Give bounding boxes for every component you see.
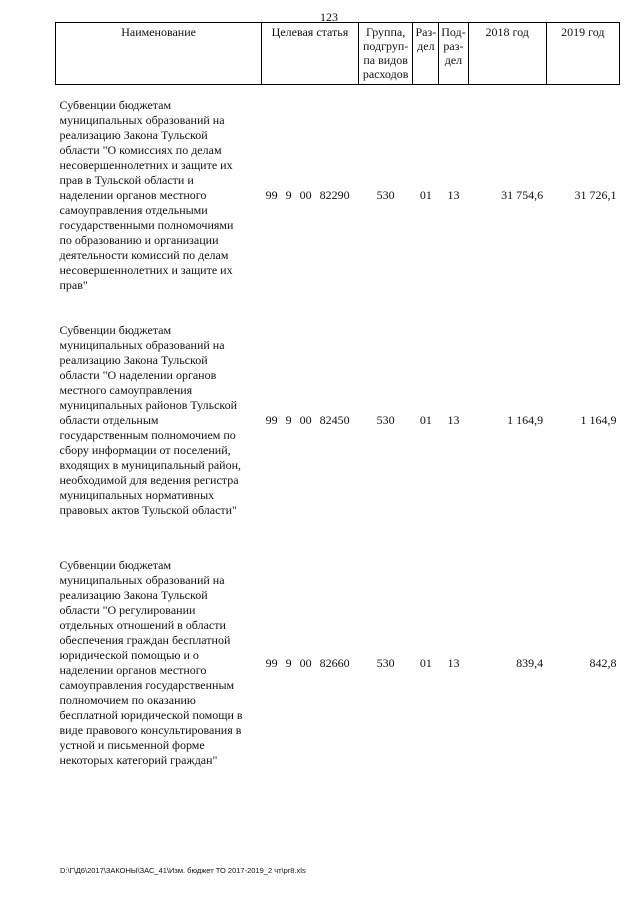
row-expense-group: 530 (376, 413, 395, 427)
table-row (56, 558, 620, 768)
table-row (56, 98, 620, 293)
header-target-article: Целевая статья (262, 23, 359, 85)
header-year-2019: 2019 год (546, 23, 619, 85)
row-amount-2018: 839,4 (516, 655, 544, 670)
row-razdel: 01 (419, 413, 432, 427)
row-razdel: 01 (419, 188, 432, 202)
row-podrazdel: 13 (447, 413, 460, 427)
header-expense-group: Группа, подгруп- па видов расходов (358, 23, 413, 85)
row-podrazdel: 13 (447, 655, 460, 670)
row-amount-2019: 842,8 (589, 655, 617, 670)
header-name: Наименование (56, 23, 262, 85)
row-amount-2019: 1 164,9 (580, 413, 617, 427)
header-year-2018: 2018 год (468, 23, 546, 85)
budget-table (55, 22, 620, 768)
page-number: 123 (320, 10, 338, 24)
table-row (56, 323, 620, 518)
row-amount-2018: 31 754,6 (501, 188, 544, 202)
header-podrazdel: Под- раз- дел (439, 23, 468, 85)
row-target-article: 99 9 00 82660 (265, 655, 350, 670)
row-expense-group: 530 (376, 188, 395, 202)
row-target-article: 99 9 00 82290 (265, 188, 350, 202)
row-expense-group: 530 (376, 655, 395, 670)
row-podrazdel: 13 (447, 188, 460, 202)
row-razdel: 01 (419, 655, 432, 670)
row-name: Субвенции бюджетам муниципальных образований на реализацию Закона Тульской области "О комиссиях по делам несовершеннолетних и защите их прав в Тульской области и наделении органов местного самоуправления отдельными государственными полномочиями по образованию и организации деятельности комиссий по делам несовершеннолетних и защите их прав" (59, 98, 234, 292)
header-razdel: Раз- дел (413, 23, 439, 85)
row-amount-2019: 31 726,1 (574, 188, 617, 202)
table-header-row (56, 23, 620, 85)
row-amount-2018: 1 164,9 (507, 413, 544, 427)
file-path-footer: D:\Г\Д6\2017\ЗАКОНЫ\ЗАС_41\Изм. бюджет ТО 2017-2019_2 чт\pr8.xls (60, 866, 306, 875)
row-name: Субвенции бюджетам муниципальных образований на реализацию Закона Тульской области "О наделении органов местного самоуправления муниципальных районов Тульской области отдельным государственным полномочием по сбору информации от поселений, входящих в муниципальный район, необходимой для ведения регистра муниципальных нормативных правовых актов Тульской области" (59, 323, 241, 517)
row-name: Субвенции бюджетам муниципальных образований на реализацию Закона Тульской области "О регулировании отдельных отношений в области обеспечения граждан бесплатной юридической помощью и о наделении органов местного самоуправления государственным полномочием по оказанию бесплатной юридической помощи в виде правового консультирования в устной и письменной форме некоторых категорий граждан" (59, 558, 243, 767)
row-target-article: 99 9 00 82450 (265, 413, 350, 427)
